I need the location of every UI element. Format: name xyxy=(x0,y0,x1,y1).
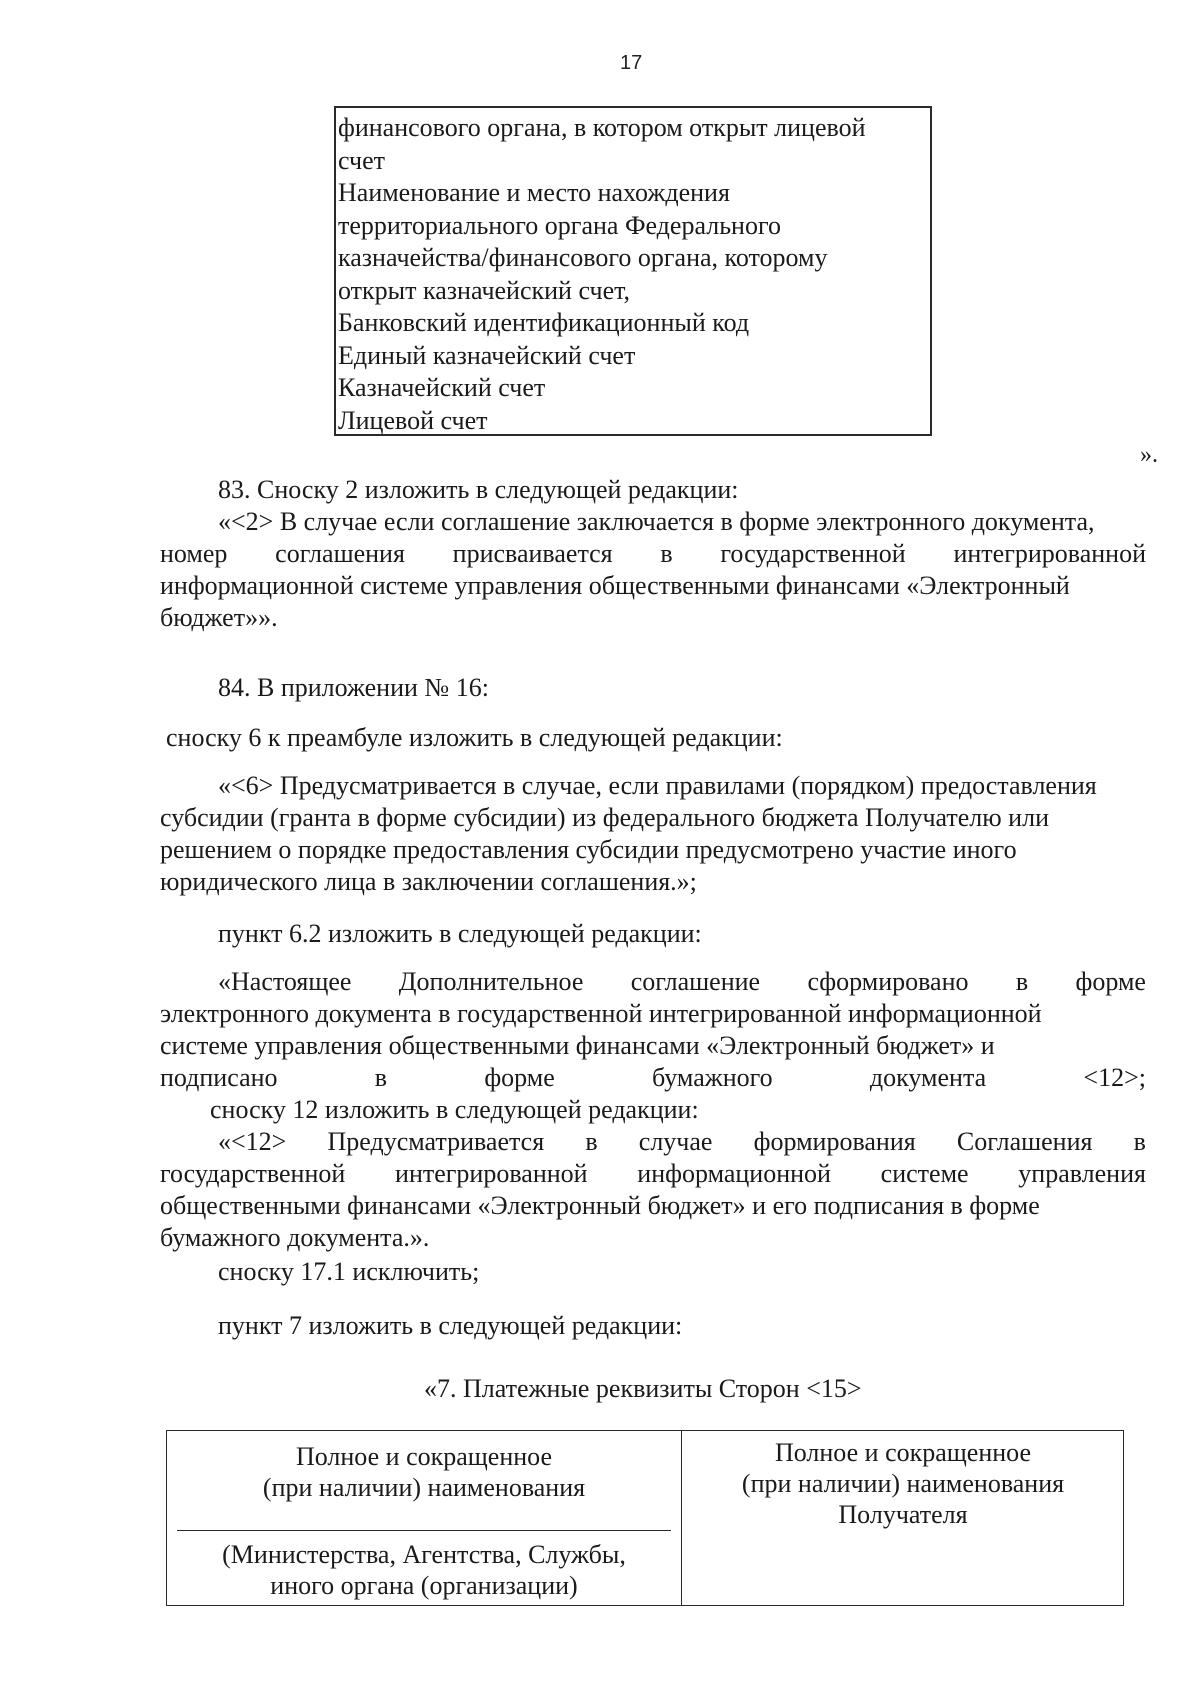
word: управления xyxy=(1018,1159,1146,1188)
section-title: «7. Платежные реквизиты Сторон <15> xyxy=(424,1374,862,1403)
right-header-cell xyxy=(681,1437,1125,1530)
table-line: Единый казначейский счет xyxy=(338,340,636,370)
word: государственной xyxy=(160,1159,346,1188)
word: случае xyxy=(638,1127,713,1156)
footnote171: сноску 17.1 исключить; xyxy=(218,1257,480,1286)
table-line: Наименование и место нахождения xyxy=(338,178,730,207)
footnote6-line: «<6> Предусматривается в случае, если правилами (порядком) предоставления xyxy=(218,771,1097,800)
footnote6-line: решением о порядке предоставления субсидии предусмотрено участие иного xyxy=(160,835,1017,864)
footnote6-intro: сноску 6 к преамбуле изложить в следующей редакции: xyxy=(166,723,783,752)
p83-justified-line xyxy=(160,538,1146,571)
point62-line: электронного документа в государственной интегрированной информационной xyxy=(160,999,1042,1028)
footnote12-justified-line xyxy=(160,1158,1146,1191)
p83-line: «<2> В случае если соглашение заключается в форме электронного документа, xyxy=(218,507,1095,536)
word: в xyxy=(1133,1127,1146,1156)
word: номер xyxy=(160,539,228,568)
word: Дополнительное xyxy=(398,967,584,996)
word: в xyxy=(1015,967,1029,996)
word: государственной xyxy=(720,539,906,568)
word: форме xyxy=(1075,967,1146,996)
p83-line: информационной системе управления общественными финансами «Электронный xyxy=(160,571,1070,600)
word: информационной xyxy=(637,1159,831,1188)
field-underline xyxy=(177,1530,671,1531)
cell-line: (при наличии) наименования xyxy=(262,1473,586,1502)
footnote12-justified-line xyxy=(218,1126,1146,1159)
cell-line: (Министерства, Агентства, Службы, xyxy=(222,1540,626,1569)
word: <12>; xyxy=(1083,1063,1146,1092)
word: «Настоящее xyxy=(218,967,352,996)
table-line: счет xyxy=(338,145,385,175)
table-line: территориального органа Федерального xyxy=(338,210,781,240)
word: интегрированной xyxy=(395,1159,588,1188)
footnote12-line: общественными финансами «Электронный бюджет» и его подписания в форме xyxy=(160,1191,1040,1220)
table-line: Казначейский счет xyxy=(338,373,546,402)
point62-intro: пункт 6.2 изложить в следующей редакции: xyxy=(218,919,702,948)
word: присваивается xyxy=(452,539,613,568)
word: подписано xyxy=(160,1063,278,1092)
point62-justified-line xyxy=(160,1062,1146,1095)
word: в xyxy=(660,539,673,568)
word: в xyxy=(374,1063,388,1092)
point7-intro: пункт 7 изложить в следующей редакции: xyxy=(218,1311,683,1340)
word: соглашение xyxy=(630,967,761,996)
word: соглашения xyxy=(275,539,405,568)
word: сформировано xyxy=(807,967,969,996)
word: документа xyxy=(869,1063,987,1092)
requisites-table-fragment xyxy=(334,106,932,436)
word: интегрированной xyxy=(953,539,1146,568)
word: Предусматривается xyxy=(327,1127,545,1156)
table-line: казначейства/финансового органа, которому xyxy=(338,243,828,272)
word: бумажного xyxy=(652,1063,773,1092)
point62-line: системе управления общественными финансами «Электронный бюджет» и xyxy=(160,1031,995,1060)
cell-line: (при наличии) наименования xyxy=(741,1469,1065,1498)
footnote12-line: бумажного документа.». xyxy=(160,1223,430,1252)
footnote6-line: юридического лица в заключении соглашения.»; xyxy=(160,867,697,896)
cell-line: иного органа (организации) xyxy=(270,1571,578,1600)
closing-quote: ». xyxy=(1140,442,1158,468)
table-line: открыт казначейский счет, xyxy=(338,275,631,305)
word: в xyxy=(585,1127,598,1156)
word: форме xyxy=(484,1063,555,1092)
p84-heading: 84. В приложении № 16: xyxy=(218,673,489,702)
p83-line: бюджет»». xyxy=(160,603,278,632)
word: системе xyxy=(880,1159,969,1188)
left-caption-cell xyxy=(167,1539,681,1601)
payment-requisites-table xyxy=(166,1430,1124,1606)
table-line: Лицевой счет xyxy=(338,405,488,435)
table-line: Банковский идентификационный код xyxy=(338,308,750,337)
left-header-cell xyxy=(167,1441,681,1503)
footnote6-line: субсидии (гранта в форме субсидии) из федерального бюджета Получателю или xyxy=(160,803,1049,832)
footnote12-intro: сноску 12 изложить в следующей редакции: xyxy=(210,1095,699,1124)
table-line: финансового органа, в котором открыт лицевой xyxy=(338,113,866,142)
page-number: 17 xyxy=(620,52,643,74)
cell-line: Полное и сокращенное xyxy=(774,1438,1032,1467)
point62-justified-line xyxy=(218,966,1146,999)
p83-heading: 83. Сноску 2 изложить в следующей редакции: xyxy=(218,475,739,504)
cell-line: Полное и сокращенное xyxy=(295,1442,553,1471)
word: «<12> xyxy=(218,1127,287,1156)
word: формирования xyxy=(753,1127,916,1156)
word: Соглашения xyxy=(956,1127,1093,1156)
cell-line: Получателя xyxy=(838,1500,968,1529)
